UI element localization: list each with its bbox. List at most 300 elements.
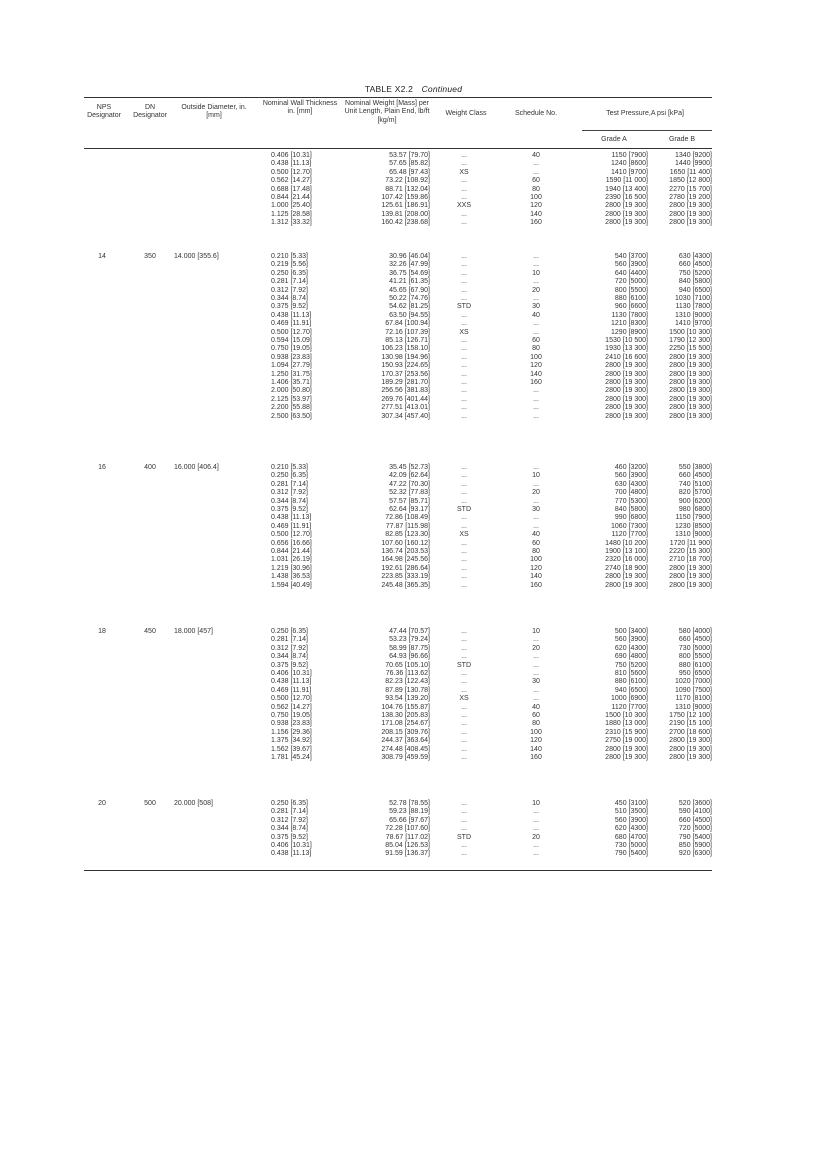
table-row bbox=[84, 396, 712, 404]
wall-thickness-cell: 1.094 [27.79] bbox=[271, 362, 312, 370]
schedule-cell: 100 bbox=[530, 728, 542, 736]
wall-thickness-cell: 0.594 [15.09] bbox=[271, 337, 312, 344]
grade-b-pressure-cell: 2800 [19 300] bbox=[669, 379, 712, 386]
grade-b-pressure-cell: 740 [5100] bbox=[678, 480, 712, 488]
nominal-weight-cell: 307.34 [457.40] bbox=[381, 412, 430, 420]
weight-class-cell: ... bbox=[461, 219, 467, 227]
table-row bbox=[84, 219, 712, 227]
wall-thickness-cell: 0.469 [11.91] bbox=[271, 522, 312, 530]
grade-b-pressure-cell: 2800 [19 300] bbox=[669, 362, 712, 370]
weight-class-cell: XS bbox=[459, 168, 469, 176]
wall-thickness-cell: 1.000 [25.40] bbox=[271, 202, 312, 210]
nps-designator: 18 bbox=[98, 628, 106, 635]
grade-b-pressure-cell: 1170 [8100] bbox=[675, 695, 712, 703]
weight-class-cell: ... bbox=[461, 628, 467, 635]
wall-thickness-cell: 1.219 [30.96] bbox=[271, 564, 312, 572]
weight-class-cell: XS bbox=[459, 328, 469, 336]
header-weight-class: Weight Class bbox=[445, 110, 487, 117]
table-row bbox=[84, 662, 712, 670]
grade-a-pressure-cell: 2800 [19 300] bbox=[605, 754, 648, 761]
grade-b-pressure-cell: 1090 [7500] bbox=[675, 686, 712, 694]
schedule-cell: 120 bbox=[530, 202, 542, 210]
grade-a-pressure-cell: 2800 [19 300] bbox=[605, 379, 648, 386]
grade-b-pressure-cell: 2780 [19 200] bbox=[669, 194, 712, 201]
table-row bbox=[84, 160, 712, 168]
schedule-cell: 60 bbox=[532, 337, 540, 344]
grade-b-pressure-cell: 1790 [12 300] bbox=[669, 337, 712, 344]
schedule-cell: ... bbox=[533, 412, 539, 420]
table-row bbox=[84, 636, 712, 644]
nominal-weight-cell: 70.65 [105.10] bbox=[385, 661, 430, 669]
grade-a-pressure-cell: 1930 [13 300] bbox=[605, 345, 648, 353]
wall-thickness-cell: 0.344 [8.74] bbox=[271, 825, 308, 833]
wall-thickness-cell: 1.594 [40.49] bbox=[271, 581, 312, 589]
grade-a-pressure-cell: 1290 [8900] bbox=[611, 328, 648, 336]
table-row bbox=[84, 169, 712, 177]
grade-a-pressure-cell: 700 [4800] bbox=[614, 489, 648, 497]
grade-b-pressure-cell: 1020 [7000] bbox=[675, 678, 712, 686]
nominal-weight-cell: 35.45 [52.73] bbox=[389, 464, 430, 471]
grade-a-pressure-cell: 1530 [10 500] bbox=[605, 337, 648, 344]
grade-b-pressure-cell: 1030 [7100] bbox=[675, 295, 712, 302]
weight-class-cell: ... bbox=[461, 337, 467, 344]
grade-b-pressure-cell: 660 [4500] bbox=[678, 472, 712, 480]
schedule-cell: 140 bbox=[530, 745, 542, 753]
schedule-cell: 160 bbox=[530, 379, 542, 386]
table-row bbox=[84, 329, 712, 337]
grade-b-pressure-cell: 2800 [19 300] bbox=[669, 564, 712, 572]
grade-a-pressure-cell: 2800 [19 300] bbox=[605, 370, 648, 378]
table-row bbox=[84, 565, 712, 573]
grade-b-pressure-cell: 750 [5200] bbox=[678, 269, 712, 277]
nominal-weight-cell: 65.48 [97.43] bbox=[389, 168, 430, 176]
grade-b-pressure-cell: 2220 [15 300] bbox=[669, 548, 712, 555]
weight-class-cell: XS bbox=[459, 531, 469, 539]
schedule-cell: 30 bbox=[532, 303, 540, 311]
table-row bbox=[84, 746, 712, 754]
wall-thickness-cell: 0.750 [19.05] bbox=[271, 712, 312, 719]
grade-b-pressure-cell: 2800 [19 300] bbox=[669, 370, 712, 378]
nominal-weight-cell: 54.62 [81.25] bbox=[389, 303, 430, 311]
nominal-weight-cell: 57.57 [85.71] bbox=[389, 497, 430, 505]
schedule-cell: 40 bbox=[532, 311, 540, 319]
grade-a-pressure-cell: 2390 [16 500] bbox=[605, 194, 648, 201]
nominal-weight-cell: 130.98 [194.96] bbox=[381, 353, 430, 361]
wall-thickness-cell: 0.312 [7.92] bbox=[271, 489, 308, 497]
nominal-weight-cell: 47.44 [70.57] bbox=[389, 628, 430, 635]
wall-thickness-cell: 0.438 [11.13] bbox=[271, 311, 312, 319]
table-row bbox=[84, 531, 712, 539]
table-row bbox=[84, 834, 712, 842]
weight-class-cell: ... bbox=[461, 581, 467, 589]
weight-class-cell: ... bbox=[461, 850, 467, 858]
grade-a-pressure-cell: 750 [5200] bbox=[614, 661, 648, 669]
weight-class-cell: ... bbox=[461, 808, 467, 816]
nominal-weight-cell: 41.21 [61.35] bbox=[389, 278, 430, 286]
weight-class-cell: ... bbox=[461, 564, 467, 572]
schedule-cell: ... bbox=[533, 842, 539, 849]
nominal-weight-cell: 36.75 [54.69] bbox=[389, 269, 430, 277]
grade-b-pressure-cell: 660 [4500] bbox=[678, 816, 712, 824]
weight-class-cell: ... bbox=[461, 703, 467, 711]
grade-a-pressure-cell: 2740 [18 900] bbox=[605, 564, 648, 572]
wall-thickness-cell: 0.438 [11.13] bbox=[271, 678, 312, 686]
grade-b-pressure-cell: 2800 [19 300] bbox=[669, 210, 712, 218]
weight-class-cell: ... bbox=[461, 286, 467, 294]
grade-a-pressure-cell: 450 [3100] bbox=[614, 800, 648, 807]
grade-a-pressure-cell: 1240 [8600] bbox=[611, 160, 648, 168]
grade-a-pressure-cell: 620 [4300] bbox=[614, 644, 648, 652]
schedule-cell: 100 bbox=[530, 353, 542, 361]
header-grade-a: Grade A bbox=[601, 136, 627, 143]
grade-a-pressure-cell: 790 [5400] bbox=[614, 850, 648, 858]
grade-b-pressure-cell: 980 [6800] bbox=[678, 506, 712, 513]
grade-a-pressure-cell: 1410 [9700] bbox=[611, 168, 648, 176]
nominal-weight-cell: 59.23 [88.19] bbox=[389, 808, 430, 816]
grade-b-pressure-cell: 1410 [9700] bbox=[675, 320, 712, 328]
table-row bbox=[84, 653, 712, 661]
table-row bbox=[84, 825, 712, 833]
table-row bbox=[84, 808, 712, 816]
schedule-cell: ... bbox=[533, 278, 539, 286]
weight-class-cell: XXS bbox=[456, 202, 471, 210]
weight-class-cell: STD bbox=[457, 303, 471, 311]
table-row bbox=[84, 278, 712, 286]
weight-class-cell: ... bbox=[461, 644, 467, 652]
wall-thickness-cell: 1.406 [35.71] bbox=[271, 379, 312, 386]
weight-class-cell: ... bbox=[461, 745, 467, 753]
wall-thickness-cell: 1.250 [31.75] bbox=[271, 370, 312, 378]
weight-class-cell: ... bbox=[461, 261, 467, 269]
table-row bbox=[84, 628, 712, 636]
nominal-weight-cell: 50.22 [74.76] bbox=[389, 295, 430, 302]
wall-thickness-cell: 0.312 [7.92] bbox=[271, 816, 308, 824]
grade-a-pressure-cell: 540 [3700] bbox=[614, 253, 648, 260]
schedule-cell: ... bbox=[533, 404, 539, 412]
nominal-weight-cell: 150.93 [224.65] bbox=[381, 362, 430, 370]
nominal-weight-cell: 106.23 [158.10] bbox=[381, 345, 430, 353]
nominal-weight-cell: 189.29 [281.70] bbox=[381, 379, 430, 386]
grade-b-pressure-cell: 2800 [19 300] bbox=[669, 581, 712, 589]
table-row bbox=[84, 720, 712, 728]
table-row bbox=[84, 202, 712, 210]
wall-thickness-cell: 0.375 [9.52] bbox=[271, 506, 308, 513]
grade-a-pressure-cell: 2800 [19 300] bbox=[605, 745, 648, 753]
wall-thickness-cell: 1.156 [29.36] bbox=[271, 728, 312, 736]
weight-class-cell: XS bbox=[459, 695, 469, 703]
table-row bbox=[84, 413, 712, 421]
schedule-cell: ... bbox=[533, 808, 539, 816]
schedule-cell: ... bbox=[533, 850, 539, 858]
table-row bbox=[84, 186, 712, 194]
grade-a-pressure-cell: 1480 [10 200] bbox=[605, 539, 648, 547]
schedule-cell: 60 bbox=[532, 539, 540, 547]
schedule-cell: 10 bbox=[532, 628, 540, 635]
grade-b-pressure-cell: 1440 [9900] bbox=[675, 160, 712, 168]
grade-a-pressure-cell: 560 [3900] bbox=[614, 816, 648, 824]
wall-thickness-cell: 0.844 [21.44] bbox=[271, 194, 312, 201]
grade-a-pressure-cell: 2800 [19 300] bbox=[605, 404, 648, 412]
grade-b-pressure-cell: 630 [4300] bbox=[678, 253, 712, 260]
table-row bbox=[84, 548, 712, 556]
grade-b-pressure-cell: 660 [4500] bbox=[678, 261, 712, 269]
header-grade-b: Grade B bbox=[668, 136, 696, 143]
wall-thickness-cell: 0.500 [12.70] bbox=[271, 531, 312, 539]
weight-class-cell: ... bbox=[461, 160, 467, 168]
grade-a-pressure-cell: 560 [3900] bbox=[614, 472, 648, 480]
table-row bbox=[84, 371, 712, 379]
grade-b-pressure-cell: 840 [5800] bbox=[678, 278, 712, 286]
grade-a-pressure-cell: 680 [4700] bbox=[614, 833, 648, 841]
weight-class-cell: ... bbox=[461, 387, 467, 395]
wall-thickness-cell: 0.250 [6.35] bbox=[271, 800, 308, 807]
weight-class-cell: ... bbox=[461, 194, 467, 201]
wall-thickness-cell: 0.938 [23.83] bbox=[271, 353, 312, 361]
table-row bbox=[84, 379, 712, 387]
table-row bbox=[84, 498, 712, 506]
grade-b-pressure-cell: 1650 [11 400] bbox=[669, 168, 712, 176]
nominal-weight-cell: 269.76 [401.44] bbox=[381, 395, 430, 403]
wall-thickness-cell: 0.656 [16.66] bbox=[271, 539, 312, 547]
nominal-weight-cell: 72.86 [108.49] bbox=[385, 514, 430, 522]
header-od: Outside Diameter, in. [mm] bbox=[181, 104, 247, 120]
weight-class-cell: ... bbox=[461, 686, 467, 694]
schedule-cell: ... bbox=[533, 253, 539, 260]
grade-a-pressure-cell: 880 [6100] bbox=[614, 295, 648, 302]
grade-b-pressure-cell: 1500 [10 300] bbox=[669, 328, 712, 336]
grade-b-pressure-cell: 1340 [9200] bbox=[675, 152, 712, 159]
weight-class-cell: ... bbox=[461, 825, 467, 833]
nominal-weight-cell: 57.65 [85.82] bbox=[389, 160, 430, 168]
grade-a-pressure-cell: 1590 [11 000] bbox=[605, 177, 648, 185]
table-row bbox=[84, 556, 712, 564]
table-row bbox=[84, 152, 712, 160]
nominal-weight-cell: 73.22 [108.92] bbox=[385, 177, 430, 185]
nominal-weight-cell: 245.48 [365.35] bbox=[381, 581, 430, 589]
outside-diameter: 18.000 [457] bbox=[174, 628, 213, 635]
grade-a-pressure-cell: 1150 [7900] bbox=[611, 152, 648, 159]
wall-thickness-cell: 1.312 [33.32] bbox=[271, 219, 312, 227]
table-row bbox=[84, 800, 712, 808]
nominal-weight-cell: 58.99 [87.75] bbox=[389, 644, 430, 652]
nominal-weight-cell: 223.85 [333.19] bbox=[381, 573, 430, 581]
grade-b-pressure-cell: 1850 [12 800] bbox=[669, 177, 712, 185]
nominal-weight-cell: 87.89 [130.78] bbox=[385, 686, 430, 694]
wall-thickness-cell: 0.438 [11.13] bbox=[271, 160, 312, 168]
weight-class-cell: ... bbox=[461, 670, 467, 677]
dn-designator: 400 bbox=[144, 464, 156, 471]
schedule-cell: 40 bbox=[532, 152, 540, 159]
table-row bbox=[84, 177, 712, 185]
nominal-weight-cell: 107.60 [160.12] bbox=[381, 539, 430, 547]
nominal-weight-cell: 93.54 [139.20] bbox=[385, 695, 430, 703]
grade-b-pressure-cell: 940 [6500] bbox=[678, 286, 712, 294]
grade-b-pressure-cell: 550 [3800] bbox=[678, 464, 712, 471]
nominal-weight-cell: 32.26 [47.99] bbox=[389, 261, 430, 269]
grade-b-pressure-cell: 1230 [8500] bbox=[675, 522, 712, 530]
table-row bbox=[84, 712, 712, 720]
table-row bbox=[84, 194, 712, 202]
grade-a-pressure-cell: 1130 [7800] bbox=[611, 311, 648, 319]
table-row bbox=[84, 362, 712, 370]
wall-thickness-cell: 1.375 [34.92] bbox=[271, 737, 312, 745]
schedule-cell: ... bbox=[533, 320, 539, 328]
schedule-cell: ... bbox=[533, 514, 539, 522]
nominal-weight-cell: 53.23 [79.24] bbox=[389, 636, 430, 644]
schedule-cell: ... bbox=[533, 261, 539, 269]
wall-thickness-cell: 2.200 [55.88] bbox=[271, 404, 312, 412]
grade-b-pressure-cell: 2800 [19 300] bbox=[669, 745, 712, 753]
table-row bbox=[84, 354, 712, 362]
wall-thickness-cell: 0.375 [9.52] bbox=[271, 661, 308, 669]
schedule-cell: ... bbox=[533, 522, 539, 530]
grade-b-pressure-cell: 820 [5700] bbox=[678, 489, 712, 497]
wall-thickness-cell: 2.000 [50.80] bbox=[271, 387, 312, 395]
dn-designator: 450 bbox=[144, 628, 156, 635]
grade-b-pressure-cell: 2800 [19 300] bbox=[669, 387, 712, 395]
table-row bbox=[84, 404, 712, 412]
grade-a-pressure-cell: 2310 [15 900] bbox=[605, 728, 648, 736]
wall-thickness-cell: 0.250 [6.35] bbox=[271, 269, 308, 277]
wall-thickness-cell: 1.438 [36.53] bbox=[271, 573, 312, 581]
grade-a-pressure-cell: 640 [4400] bbox=[614, 269, 648, 277]
grade-b-pressure-cell: 2800 [19 300] bbox=[669, 202, 712, 210]
schedule-cell: 10 bbox=[532, 800, 540, 807]
header-schedule: Schedule No. bbox=[514, 110, 558, 117]
wall-thickness-cell: 0.406 [10.31] bbox=[271, 152, 312, 159]
wall-thickness-cell: 0.250 [6.35] bbox=[271, 472, 308, 480]
grade-b-pressure-cell: 2800 [19 300] bbox=[669, 395, 712, 403]
wall-thickness-cell: 0.750 [19.05] bbox=[271, 345, 312, 353]
table-row bbox=[84, 695, 712, 703]
nominal-weight-cell: 47.22 [70.30] bbox=[389, 480, 430, 488]
grade-b-pressure-cell: 2800 [19 300] bbox=[669, 573, 712, 581]
grade-b-pressure-cell: 2800 [19 300] bbox=[669, 219, 712, 227]
grade-a-pressure-cell: 1120 [7700] bbox=[611, 531, 648, 539]
grade-a-pressure-cell: 2320 [16 000] bbox=[605, 556, 648, 564]
table-row bbox=[84, 211, 712, 219]
nominal-weight-cell: 88.71 [132.04] bbox=[385, 185, 430, 193]
grade-b-pressure-cell: 1310 [9000] bbox=[675, 703, 712, 711]
schedule-cell: ... bbox=[533, 328, 539, 336]
nominal-weight-cell: 67.84 [100.94] bbox=[385, 320, 430, 328]
bottom-rule bbox=[84, 870, 712, 871]
grade-b-pressure-cell: 1150 [7900] bbox=[675, 514, 712, 522]
nominal-weight-cell: 208.15 [309.76] bbox=[381, 728, 430, 736]
schedule-cell: ... bbox=[533, 295, 539, 302]
wall-thickness-cell: 0.281 [7.14] bbox=[271, 808, 308, 816]
weight-class-cell: ... bbox=[461, 497, 467, 505]
nominal-weight-cell: 136.74 [203.53] bbox=[381, 548, 430, 555]
header-test-pressure: Test Pressure,A psi [kPa] bbox=[606, 110, 684, 117]
schedule-cell: ... bbox=[533, 695, 539, 703]
schedule-cell: 30 bbox=[532, 506, 540, 513]
grade-b-pressure-cell: 2800 [19 300] bbox=[669, 737, 712, 745]
schedule-cell: 100 bbox=[530, 194, 542, 201]
table-row bbox=[84, 687, 712, 695]
weight-class-cell: STD bbox=[457, 833, 471, 841]
weight-class-cell: ... bbox=[461, 556, 467, 564]
schedule-cell: ... bbox=[533, 636, 539, 644]
schedule-cell: 60 bbox=[532, 712, 540, 719]
grade-b-pressure-cell: 1750 [12 100] bbox=[669, 712, 712, 719]
nominal-weight-cell: 125.61 [186.91] bbox=[381, 202, 430, 210]
nominal-weight-cell: 52.78 [78.55] bbox=[389, 800, 430, 807]
wall-thickness-cell: 0.469 [11.91] bbox=[271, 686, 312, 694]
wall-thickness-cell: 1.031 [26.19] bbox=[271, 556, 312, 564]
grade-a-pressure-cell: 2800 [19 300] bbox=[605, 412, 648, 420]
grade-a-pressure-cell: 630 [4300] bbox=[614, 480, 648, 488]
schedule-cell: ... bbox=[533, 670, 539, 677]
weight-class-cell: ... bbox=[461, 464, 467, 471]
weight-class-cell: ... bbox=[461, 514, 467, 522]
grade-b-pressure-cell: 2800 [19 300] bbox=[669, 754, 712, 761]
weight-class-cell: ... bbox=[461, 320, 467, 328]
weight-class-cell: ... bbox=[461, 152, 467, 159]
grade-a-pressure-cell: 2800 [19 300] bbox=[605, 219, 648, 227]
nominal-weight-cell: 30.96 [46.04] bbox=[389, 253, 430, 260]
wall-thickness-cell: 0.210 [5.33] bbox=[271, 464, 308, 471]
weight-class-cell: ... bbox=[461, 177, 467, 185]
weight-class-cell: ... bbox=[461, 489, 467, 497]
schedule-cell: 140 bbox=[530, 210, 542, 218]
grade-b-pressure-cell: 1310 [9000] bbox=[675, 531, 712, 539]
schedule-cell: ... bbox=[533, 653, 539, 661]
wall-thickness-cell: 0.438 [11.13] bbox=[271, 514, 312, 522]
weight-class-cell: STD bbox=[457, 506, 471, 513]
schedule-cell: 160 bbox=[530, 581, 542, 589]
schedule-cell: ... bbox=[533, 661, 539, 669]
grade-b-pressure-cell: 790 [5400] bbox=[678, 833, 712, 841]
nominal-weight-cell: 62.64 [93.17] bbox=[389, 506, 430, 513]
table-row bbox=[84, 270, 712, 278]
grade-a-pressure-cell: 620 [4300] bbox=[614, 825, 648, 833]
table-row bbox=[84, 573, 712, 581]
grade-b-pressure-cell: 850 [5900] bbox=[678, 842, 712, 849]
dn-designator: 350 bbox=[144, 253, 156, 260]
schedule-cell: 120 bbox=[530, 737, 542, 745]
grade-a-pressure-cell: 960 [6600] bbox=[614, 303, 648, 311]
nominal-weight-cell: 63.50 [94.55] bbox=[389, 311, 430, 319]
schedule-cell: 40 bbox=[532, 703, 540, 711]
wall-thickness-cell: 0.500 [12.70] bbox=[271, 695, 312, 703]
grade-a-pressure-cell: 690 [4800] bbox=[614, 653, 648, 661]
grade-a-pressure-cell: 510 [3500] bbox=[614, 808, 648, 816]
table-row bbox=[84, 729, 712, 737]
grade-a-pressure-cell: 2800 [19 300] bbox=[605, 573, 648, 581]
table-row bbox=[84, 582, 712, 590]
wall-thickness-cell: 0.469 [11.91] bbox=[271, 320, 312, 328]
weight-class-cell: ... bbox=[461, 210, 467, 218]
schedule-cell: 120 bbox=[530, 564, 542, 572]
nominal-weight-cell: 45.65 [67.90] bbox=[389, 286, 430, 294]
grade-a-pressure-cell: 990 [6800] bbox=[614, 514, 648, 522]
table-row bbox=[84, 704, 712, 712]
wall-thickness-cell: 0.219 [5.56] bbox=[271, 261, 308, 269]
wall-thickness-cell: 0.281 [7.14] bbox=[271, 278, 308, 286]
header-rule bbox=[84, 148, 712, 149]
weight-class-cell: ... bbox=[461, 842, 467, 849]
table-row bbox=[84, 678, 712, 686]
weight-class-cell: ... bbox=[461, 678, 467, 686]
schedule-cell: 80 bbox=[532, 185, 540, 193]
table-row bbox=[84, 506, 712, 514]
table-row bbox=[84, 489, 712, 497]
nominal-weight-cell: 76.36 [113.62] bbox=[385, 670, 430, 677]
grade-a-pressure-cell: 1880 [13 000] bbox=[605, 720, 648, 728]
grade-a-pressure-cell: 720 [5000] bbox=[614, 278, 648, 286]
schedule-cell: 10 bbox=[532, 472, 540, 480]
